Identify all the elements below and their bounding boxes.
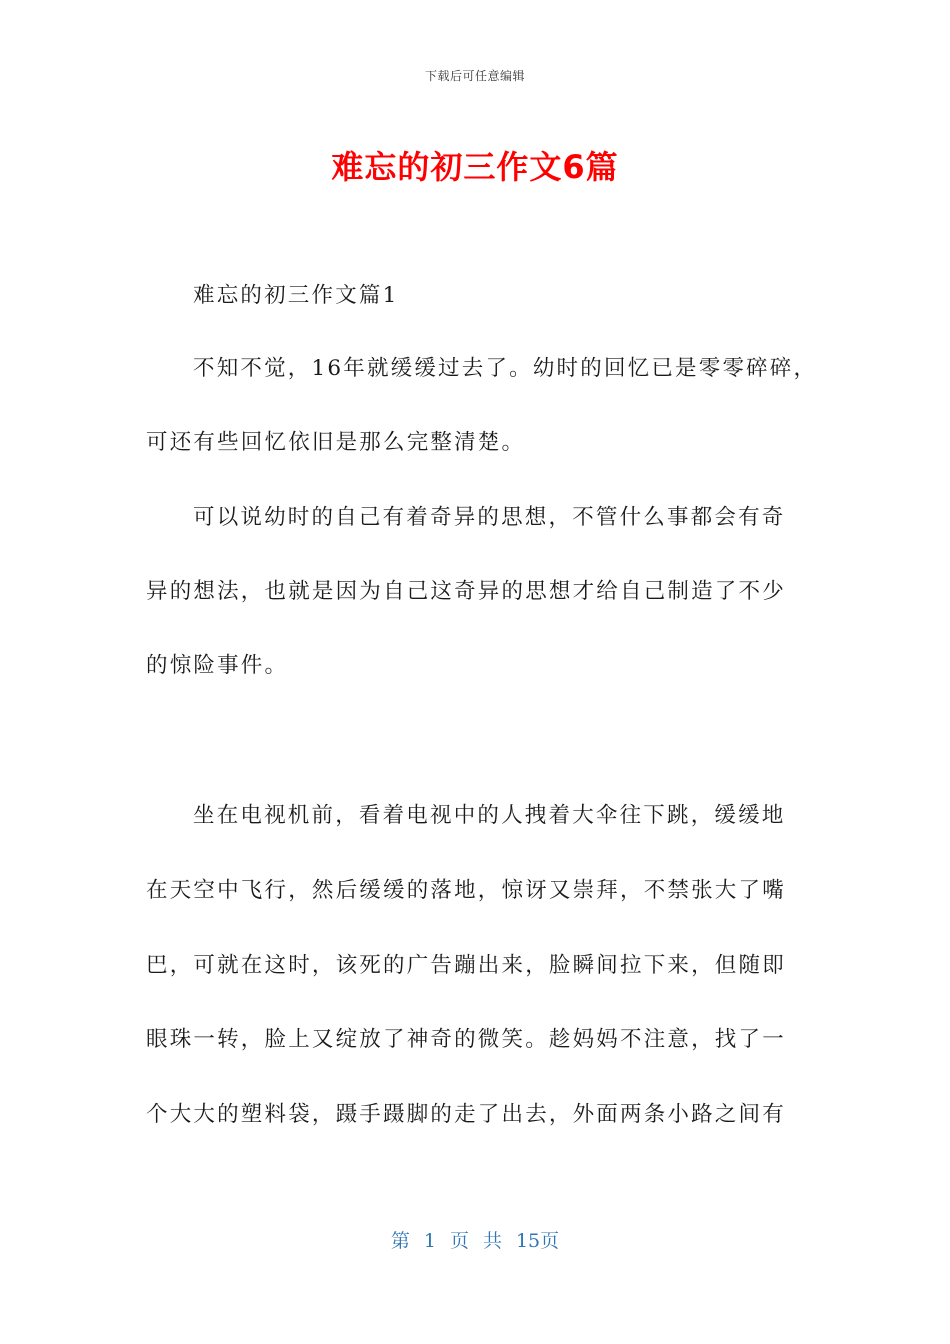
paragraph-line: 坐在电视机前，看着电视中的人拽着大伞往下跳，缓缓地 — [193, 803, 786, 828]
paragraph-line: 可以说幼时的自己有着奇异的思想，不管什么事都会有奇 — [193, 505, 786, 530]
header-note: 下载后可任意编辑 — [424, 69, 525, 83]
paragraph-line: 可还有些回忆依旧是那么完整清楚。 — [146, 430, 526, 455]
paragraph-line: 眼珠一转，脸上又绽放了神奇的微笑。趁妈妈不注意，找了一 — [146, 1027, 786, 1052]
document-title: 难忘的初三作文6篇 — [331, 148, 619, 186]
paragraph-line: 不知不觉，16年就缓缓过去了。幼时的回忆已是零零碎碎， — [193, 356, 818, 381]
paragraph-line: 巴，可就在这时，该死的广告蹦出来，脸瞬间拉下来，但随即 — [146, 953, 786, 978]
paragraph-line: 在天空中飞行，然后缓缓的落地，惊讶又崇拜，不禁张大了嘴 — [146, 878, 786, 903]
paragraph-line: 异的想法，也就是因为自己这奇异的思想才给自己制造了不少 — [146, 579, 786, 604]
page-label-mid: 页 — [449, 1230, 469, 1252]
page-footer — [0, 1226, 950, 1253]
paragraph-line: 个大大的塑料袋，蹑手蹑脚的走了出去，外面两条小路之间有 — [146, 1102, 786, 1127]
section-heading: 难忘的初三作文篇1 — [193, 283, 399, 308]
page-current: 1 — [423, 1230, 436, 1252]
page-label-prefix: 第 — [390, 1230, 410, 1252]
page-total-prefix: 共 — [482, 1230, 502, 1252]
paragraph-line: 的惊险事件。 — [146, 653, 289, 678]
page-total: 15页 — [515, 1230, 560, 1252]
